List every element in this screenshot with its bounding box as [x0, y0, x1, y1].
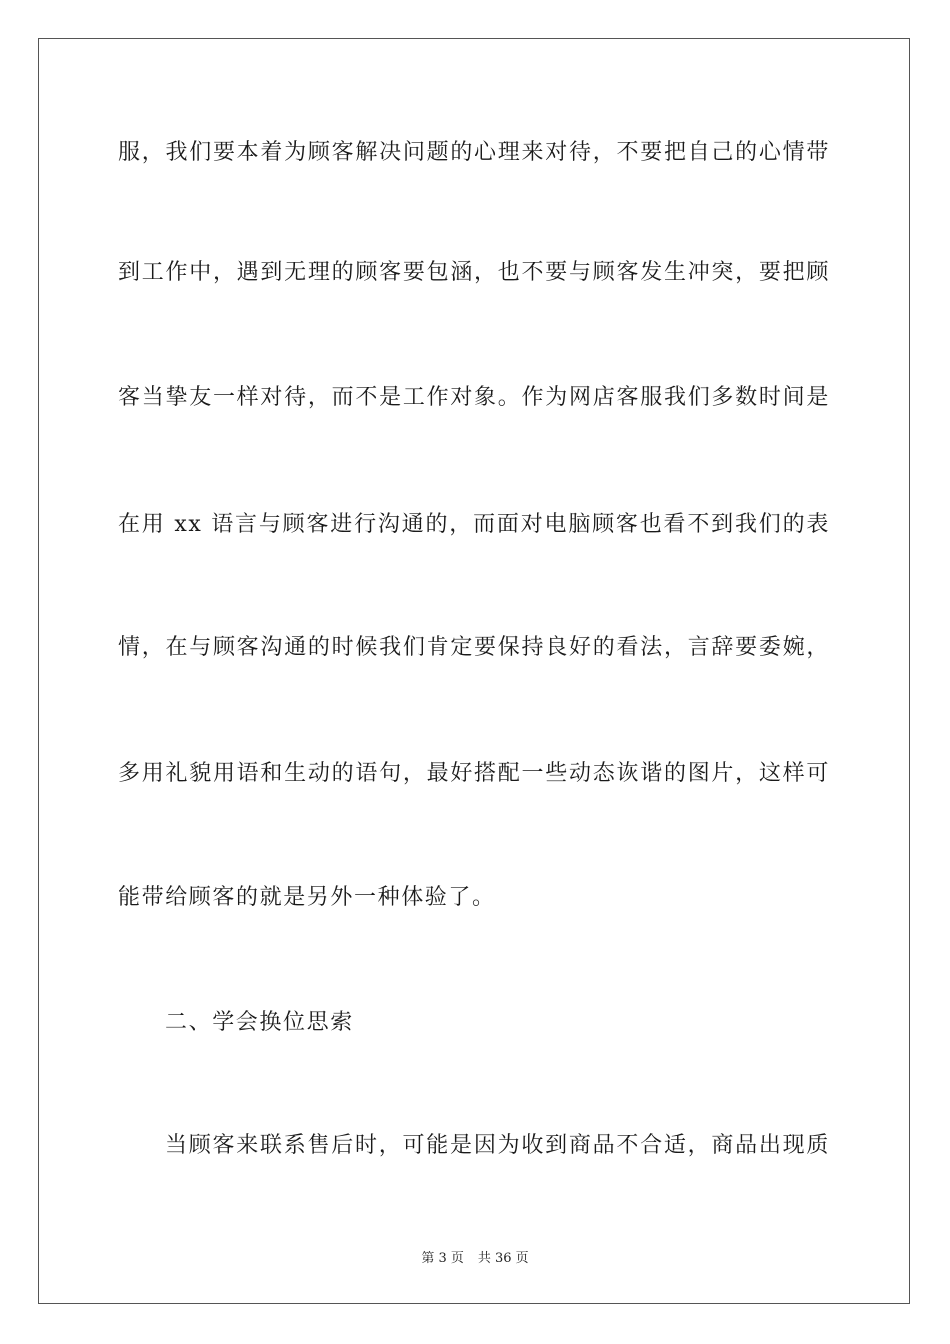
paragraph-first-line: 当顾客来联系售后时，可能是因为收到商品不合适，商品出现质: [165, 1133, 830, 1158]
body-text-line: 能带给顾客的就是另外一种体验了。: [118, 885, 496, 910]
body-text-line: 服，我们要本着为顾客解决问题的心理来对待，不要把自己的心情带: [118, 140, 830, 165]
page-border: [38, 38, 910, 1304]
page-footer: [0, 1247, 950, 1266]
body-text-line: 到工作中，遇到无理的顾客要包涵，也不要与顾客发生冲突，要把顾: [118, 260, 830, 285]
section-heading: 二、学会换位思索: [165, 1010, 354, 1035]
page-total: 共 36 页: [477, 1251, 529, 1266]
body-text-line: 在用 xx 语言与顾客进行沟通的，而面对电脑顾客也看不到我们的表: [118, 512, 830, 537]
body-text-line: 客当挚友一样对待，而不是工作对象。作为网店客服我们多数时间是: [118, 385, 830, 410]
page-number: 第 3 页: [421, 1251, 464, 1266]
body-text-line: 多用礼貌用语和生动的语句，最好搭配一些动态诙谐的图片，这样可: [118, 761, 830, 786]
body-text-line: 情，在与顾客沟通的时候我们肯定要保持良好的看法，言辞要委婉，: [118, 635, 830, 660]
